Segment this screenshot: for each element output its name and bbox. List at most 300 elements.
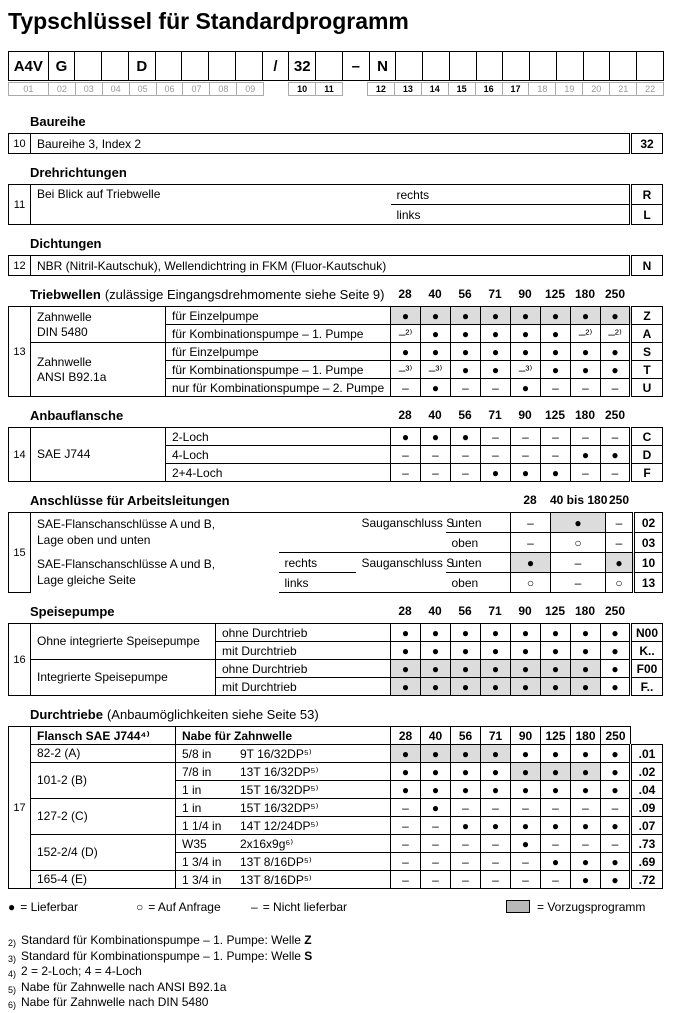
matrix-cell: ● bbox=[511, 464, 541, 482]
matrix-cell: – bbox=[511, 428, 541, 446]
matrix-cell: ● bbox=[421, 642, 451, 660]
section-number: 10 bbox=[9, 134, 31, 154]
filled-dot-icon: ● bbox=[8, 900, 16, 914]
table-row bbox=[9, 134, 663, 154]
matrix-cell: – bbox=[391, 853, 421, 871]
row-code: 13 bbox=[634, 573, 663, 593]
col-header: 250 bbox=[604, 408, 626, 422]
matrix-cell: ● bbox=[541, 464, 571, 482]
legend-label: = Auf Anfrage bbox=[148, 900, 221, 914]
nabe-cell bbox=[176, 817, 391, 835]
triebwellen-table bbox=[8, 306, 663, 397]
matrix-cell: – bbox=[481, 428, 511, 446]
matrix-cell: – bbox=[511, 533, 551, 553]
spline-spec: 2x16x9g⁶⁾ bbox=[240, 836, 294, 851]
matrix-cell: ● bbox=[451, 763, 481, 781]
matrix-cell: ● bbox=[481, 745, 511, 763]
row-code: D bbox=[631, 446, 663, 464]
matrix-cell: – bbox=[451, 799, 481, 817]
group-label bbox=[31, 343, 166, 397]
code-position-number: 12 bbox=[367, 82, 395, 96]
matrix-cell: – bbox=[541, 379, 571, 397]
row-label: ohne Durchtrieb bbox=[216, 624, 391, 642]
table-row bbox=[9, 799, 663, 817]
code-box bbox=[155, 51, 183, 81]
legend-item-vorzugsprogramm bbox=[506, 900, 645, 914]
table-row bbox=[9, 185, 663, 205]
footnote-text: Standard für Kombinationspumpe – 1. Pumpe: Welle bbox=[21, 948, 305, 963]
col-header: 71 bbox=[481, 727, 511, 745]
nabe-cell bbox=[176, 799, 391, 817]
matrix-cell: ● bbox=[601, 307, 631, 325]
col-header: 125 bbox=[544, 287, 566, 301]
matrix-cell: – bbox=[391, 379, 421, 397]
code-position-number: 08 bbox=[209, 82, 237, 96]
matrix-cell: ● bbox=[541, 361, 571, 379]
section-note: (zulässige Eingangsdrehmomente siehe Seite 9) bbox=[104, 287, 385, 302]
matrix-cell: – bbox=[606, 513, 634, 533]
matrix-cell: ● bbox=[511, 781, 541, 799]
code-box bbox=[235, 51, 263, 81]
row-code: .73 bbox=[631, 835, 663, 853]
group-label bbox=[31, 624, 216, 660]
matrix-cell: –³⁾ bbox=[511, 361, 541, 379]
side-label: rechts bbox=[279, 553, 356, 573]
row-label: 2-Loch bbox=[166, 428, 391, 446]
row-code: N00 bbox=[631, 624, 663, 642]
footnote-line bbox=[8, 980, 670, 996]
spline-spec: 15T 16/32DP⁵⁾ bbox=[240, 800, 319, 815]
row-code: L bbox=[631, 205, 663, 225]
matrix-cell: – bbox=[541, 428, 571, 446]
matrix-cell: – bbox=[571, 464, 601, 482]
matrix-cell: ● bbox=[511, 624, 541, 642]
footnote-marker: 3) bbox=[8, 953, 17, 964]
section-title: Triebwellen bbox=[30, 287, 101, 302]
group-label-line: ANSI B92.1a bbox=[37, 369, 107, 384]
row-code: 32 bbox=[631, 134, 663, 154]
section-number: 11 bbox=[9, 185, 31, 225]
matrix-cell: ● bbox=[541, 817, 571, 835]
matrix-cell: – bbox=[571, 379, 601, 397]
group-label bbox=[31, 660, 216, 696]
matrix-cell: ● bbox=[601, 871, 631, 889]
matrix-cell: ● bbox=[421, 660, 451, 678]
header-spacer bbox=[631, 727, 663, 745]
side-label bbox=[279, 533, 356, 553]
matrix-cell: ● bbox=[541, 745, 571, 763]
table-row bbox=[9, 745, 663, 763]
row-code: F.. bbox=[631, 678, 663, 696]
position-label: unten bbox=[446, 553, 511, 573]
matrix-cell: ● bbox=[541, 343, 571, 361]
section-title: Drehrichtungen bbox=[30, 165, 127, 180]
table-row bbox=[9, 256, 663, 276]
footnote-text: Nabe für Zahnwelle nach ANSI B92.1a bbox=[21, 979, 227, 994]
matrix-cell: ● bbox=[511, 307, 541, 325]
matrix-cell: ● bbox=[551, 513, 606, 533]
col-header: 250 bbox=[604, 287, 626, 301]
matrix-cell: ● bbox=[541, 678, 571, 696]
col-header: 180 bbox=[574, 604, 596, 618]
matrix-cell: – bbox=[481, 835, 511, 853]
matrix-cell: ● bbox=[391, 781, 421, 799]
code-position-number: 09 bbox=[236, 82, 264, 96]
code-box bbox=[449, 51, 477, 81]
row-label: 4-Loch bbox=[166, 446, 391, 464]
matrix-cell: ○ bbox=[606, 573, 634, 593]
footnote-marker: 5) bbox=[8, 984, 17, 995]
matrix-cell: ● bbox=[541, 853, 571, 871]
matrix-cell: –³⁾ bbox=[391, 361, 421, 379]
code-position-number: 19 bbox=[555, 82, 583, 96]
matrix-cell: ● bbox=[511, 325, 541, 343]
code-position-number: 01 bbox=[8, 82, 49, 96]
group-label-line: DIN 5480 bbox=[37, 324, 88, 339]
hub-size: 1 3/4 in bbox=[182, 872, 222, 887]
matrix-cell: – bbox=[391, 446, 421, 464]
footnote-text: Standard für Kombinationspumpe – 1. Pumpe: Welle bbox=[21, 933, 305, 947]
section-heading bbox=[8, 408, 662, 424]
matrix-cell: ● bbox=[451, 325, 481, 343]
row-code: C bbox=[631, 428, 663, 446]
legend bbox=[8, 900, 670, 917]
col-header: 180 bbox=[571, 727, 601, 745]
matrix-cell: ● bbox=[421, 379, 451, 397]
side-label: links bbox=[279, 573, 356, 593]
row-label: rechts bbox=[391, 185, 631, 205]
spline-spec: 15T 16/32DP⁵⁾ bbox=[240, 782, 319, 797]
row-code: .72 bbox=[631, 871, 663, 889]
row-code: R bbox=[631, 185, 663, 205]
matrix-cell: ● bbox=[511, 343, 541, 361]
code-box bbox=[502, 51, 530, 81]
group-label-line: Lage gleiche Seite bbox=[37, 572, 136, 587]
hub-size: 1 in bbox=[182, 782, 202, 797]
matrix-cell: – bbox=[541, 871, 571, 889]
matrix-cell: ○ bbox=[511, 573, 551, 593]
section-number: 17 bbox=[9, 727, 31, 889]
code-box bbox=[636, 51, 664, 81]
legend-item-nicht-lieferbar bbox=[251, 900, 347, 914]
legend-label: = Lieferbar bbox=[20, 900, 78, 914]
matrix-cell: – bbox=[391, 871, 421, 889]
row-label: NBR (Nitril-Kautschuk), Wellendichtring in FKM (Fluor-Kautschuk) bbox=[31, 256, 631, 276]
footnotes bbox=[8, 933, 670, 1011]
section-triebwellen bbox=[8, 287, 662, 397]
col-header: 125 bbox=[541, 727, 571, 745]
matrix-cell: – bbox=[571, 428, 601, 446]
matrix-cell: ● bbox=[481, 763, 511, 781]
row-code: A bbox=[631, 325, 663, 343]
matrix-cell: ● bbox=[391, 660, 421, 678]
hub-size: 1 in bbox=[182, 800, 202, 815]
position-label: oben bbox=[446, 573, 511, 593]
matrix-cell: – bbox=[551, 553, 606, 573]
matrix-cell: ● bbox=[391, 307, 421, 325]
hub-size: 7/8 in bbox=[182, 764, 212, 779]
row-code: .07 bbox=[631, 817, 663, 835]
matrix-cell: ○ bbox=[551, 533, 606, 553]
col-header: 40 bbox=[421, 727, 451, 745]
legend-label: = Vorzugsprogramm bbox=[537, 900, 646, 914]
anbauflansche-table bbox=[8, 427, 663, 482]
matrix-cell: ● bbox=[601, 642, 631, 660]
section-number: 12 bbox=[9, 256, 31, 276]
matrix-cell: ● bbox=[511, 745, 541, 763]
matrix-cell: ● bbox=[571, 624, 601, 642]
matrix-cell: – bbox=[571, 835, 601, 853]
matrix-cell: – bbox=[421, 817, 451, 835]
row-code: T bbox=[631, 361, 663, 379]
code-position-number bbox=[263, 82, 289, 96]
row-label: mit Durchtrieb bbox=[216, 642, 391, 660]
matrix-cell: ● bbox=[571, 745, 601, 763]
table-header-row bbox=[9, 727, 663, 745]
col-header: 28 bbox=[398, 604, 412, 618]
code-box: D bbox=[128, 51, 156, 81]
matrix-cell: –²⁾ bbox=[601, 325, 631, 343]
code-position-number: 15 bbox=[448, 82, 476, 96]
nabe-cell bbox=[176, 871, 391, 889]
matrix-cell: ● bbox=[511, 642, 541, 660]
section-speisepumpe bbox=[8, 604, 662, 696]
spline-spec: 13T 8/16DP⁵⁾ bbox=[240, 854, 312, 869]
matrix-cell: – bbox=[601, 379, 631, 397]
code-position-number: 14 bbox=[421, 82, 449, 96]
matrix-cell: ● bbox=[481, 361, 511, 379]
matrix-cell: ● bbox=[391, 763, 421, 781]
matrix-cell: ● bbox=[451, 817, 481, 835]
matrix-cell: – bbox=[451, 446, 481, 464]
code-box bbox=[476, 51, 504, 81]
matrix-cell: ● bbox=[511, 379, 541, 397]
matrix-cell: ● bbox=[391, 678, 421, 696]
matrix-cell: ● bbox=[391, 428, 421, 446]
group-label bbox=[31, 513, 279, 553]
code-position-number: 16 bbox=[475, 82, 503, 96]
matrix-cell: ● bbox=[541, 763, 571, 781]
matrix-cell: ● bbox=[571, 871, 601, 889]
saug-label bbox=[356, 533, 446, 553]
section-anbauflansche bbox=[8, 408, 662, 482]
code-position-number: 21 bbox=[609, 82, 637, 96]
matrix-cell: ● bbox=[571, 361, 601, 379]
section-dichtungen bbox=[8, 236, 662, 276]
position-label: unten bbox=[446, 513, 511, 533]
group-label-line: Integrierte Speisepumpe bbox=[37, 670, 168, 684]
matrix-cell: – bbox=[421, 446, 451, 464]
matrix-cell: ● bbox=[511, 660, 541, 678]
row-label: für Kombinationspumpe – 1. Pumpe bbox=[166, 361, 391, 379]
col-header: 90 bbox=[518, 287, 532, 301]
matrix-cell: ● bbox=[451, 678, 481, 696]
footnote-bold: Z bbox=[304, 933, 312, 947]
matrix-cell: ● bbox=[451, 307, 481, 325]
matrix-cell: ● bbox=[481, 642, 511, 660]
code-position-number: 18 bbox=[528, 82, 556, 96]
page-title: Typschlüssel für Standardprogramm bbox=[8, 8, 409, 34]
col-header: 40 bbox=[428, 408, 442, 422]
footnote-line bbox=[8, 964, 670, 980]
matrix-cell: – bbox=[511, 853, 541, 871]
col-header: 40 bis 180 bbox=[550, 493, 608, 507]
row-label: für Kombinationspumpe – 1. Pumpe bbox=[166, 325, 391, 343]
code-box: – bbox=[342, 51, 370, 81]
hub-size: 1 1/4 in bbox=[182, 818, 222, 833]
code-position-number: 20 bbox=[582, 82, 610, 96]
group-label: 82-2 (A) bbox=[31, 745, 176, 763]
group-label-line: Lage oben und unten bbox=[37, 532, 151, 547]
group-label-line: Ohne integrierte Speisepumpe bbox=[37, 634, 200, 648]
matrix-cell: –³⁾ bbox=[421, 361, 451, 379]
spline-spec: 13T 8/16DP⁵⁾ bbox=[240, 872, 312, 887]
matrix-cell: ● bbox=[601, 446, 631, 464]
col-header: 125 bbox=[544, 408, 566, 422]
section-number: 15 bbox=[9, 513, 31, 593]
table-row bbox=[9, 307, 663, 325]
saug-label bbox=[356, 573, 446, 593]
group-label-line: SAE-Flanschanschlüsse A und B, bbox=[37, 517, 216, 532]
code-position-number: 06 bbox=[156, 82, 184, 96]
group-label-line: Zahnwelle bbox=[37, 354, 92, 369]
group-label: 101-2 (B) bbox=[31, 763, 176, 799]
matrix-cell: ● bbox=[601, 781, 631, 799]
group-label: 152-2/4 (D) bbox=[31, 835, 176, 871]
section-note: (Anbaumöglichkeiten siehe Seite 53) bbox=[106, 707, 319, 722]
matrix-cell: ● bbox=[601, 624, 631, 642]
spline-spec: 14T 12/24DP⁵⁾ bbox=[240, 818, 319, 833]
section-anschluesse bbox=[8, 493, 662, 593]
row-code: U bbox=[631, 379, 663, 397]
matrix-cell: ● bbox=[541, 660, 571, 678]
matrix-cell: – bbox=[481, 871, 511, 889]
col-header: 40 bbox=[428, 287, 442, 301]
row-label: ohne Durchtrieb bbox=[216, 660, 391, 678]
matrix-cell: – bbox=[391, 799, 421, 817]
row-label: nur für Kombinationspumpe – 2. Pumpe bbox=[166, 379, 391, 397]
type-code-strip bbox=[8, 51, 664, 96]
code-box bbox=[556, 51, 584, 81]
col-header: 90 bbox=[518, 604, 532, 618]
speisepumpe-table bbox=[8, 623, 663, 696]
group-label-line: SAE J744 bbox=[37, 447, 91, 461]
footnote-marker: 2) bbox=[8, 938, 17, 948]
anschluesse-table bbox=[8, 512, 663, 593]
matrix-cell: ● bbox=[421, 325, 451, 343]
row-code: 02 bbox=[634, 513, 663, 533]
matrix-cell: – bbox=[391, 835, 421, 853]
footnote-text: Nabe für Zahnwelle nach DIN 5480 bbox=[21, 995, 209, 1009]
row-code: .69 bbox=[631, 853, 663, 871]
section-drehrichtungen bbox=[8, 165, 662, 225]
saug-label: Sauganschluss S bbox=[356, 513, 446, 533]
matrix-cell: – bbox=[606, 533, 634, 553]
matrix-cell: ● bbox=[481, 678, 511, 696]
matrix-cell: ● bbox=[451, 660, 481, 678]
section-heading bbox=[8, 165, 662, 181]
nabe-header: Nabe für Zahnwelle bbox=[176, 727, 391, 745]
row-label: für Einzelpumpe bbox=[166, 343, 391, 361]
nabe-cell bbox=[176, 835, 391, 853]
table-row bbox=[9, 513, 663, 533]
code-box: A4V bbox=[8, 51, 49, 81]
col-header: 250 bbox=[604, 604, 626, 618]
hub-size: 1 3/4 in bbox=[182, 854, 222, 869]
matrix-cell: ● bbox=[601, 678, 631, 696]
group-label: Bei Blick auf Triebwelle bbox=[31, 185, 391, 225]
matrix-cell: – bbox=[541, 799, 571, 817]
matrix-cell: ● bbox=[511, 835, 541, 853]
code-position-number: 04 bbox=[102, 82, 130, 96]
matrix-cell: ● bbox=[511, 678, 541, 696]
row-label: mit Durchtrieb bbox=[216, 678, 391, 696]
hub-size: 5/8 in bbox=[182, 746, 212, 761]
footnote-line bbox=[8, 949, 670, 965]
col-header: 180 bbox=[574, 287, 596, 301]
matrix-cell: ● bbox=[541, 624, 571, 642]
code-box bbox=[583, 51, 611, 81]
matrix-cell: ● bbox=[541, 781, 571, 799]
section-durchtriebe bbox=[8, 707, 662, 889]
col-header: 28 bbox=[523, 493, 537, 507]
code-box: 32 bbox=[288, 51, 316, 81]
matrix-cell: ● bbox=[571, 853, 601, 871]
row-label: für Einzelpumpe bbox=[166, 307, 391, 325]
code-box bbox=[395, 51, 423, 81]
row-code: K.. bbox=[631, 642, 663, 660]
row-code: N bbox=[631, 256, 663, 276]
col-header: 56 bbox=[451, 727, 481, 745]
table-row bbox=[9, 343, 663, 361]
matrix-cell: – bbox=[421, 871, 451, 889]
row-code: .09 bbox=[631, 799, 663, 817]
row-code: .02 bbox=[631, 763, 663, 781]
col-header: 125 bbox=[544, 604, 566, 618]
matrix-cell: ● bbox=[421, 343, 451, 361]
side-label bbox=[279, 513, 356, 533]
type-code-position-numbers bbox=[8, 82, 664, 96]
matrix-cell: ● bbox=[481, 660, 511, 678]
matrix-cell: ● bbox=[571, 678, 601, 696]
matrix-cell: – bbox=[601, 835, 631, 853]
matrix-cell: ● bbox=[421, 624, 451, 642]
nabe-cell bbox=[176, 781, 391, 799]
legend-item-lieferbar bbox=[8, 900, 78, 914]
durchtriebe-table bbox=[8, 726, 663, 889]
matrix-cell: ● bbox=[481, 343, 511, 361]
code-position-number bbox=[342, 82, 368, 96]
nabe-cell bbox=[176, 745, 391, 763]
position-label: oben bbox=[446, 533, 511, 553]
col-header: 71 bbox=[488, 604, 502, 618]
matrix-cell: – bbox=[481, 379, 511, 397]
matrix-cell: ● bbox=[606, 553, 634, 573]
dash-icon: – bbox=[251, 900, 258, 914]
matrix-cell: – bbox=[481, 799, 511, 817]
matrix-cell: ● bbox=[421, 763, 451, 781]
matrix-cell: ● bbox=[481, 325, 511, 343]
col-header: 90 bbox=[518, 408, 532, 422]
col-header: 90 bbox=[511, 727, 541, 745]
col-header: 28 bbox=[391, 727, 421, 745]
spline-spec: 13T 16/32DP⁵⁾ bbox=[240, 764, 319, 779]
matrix-cell: – bbox=[571, 799, 601, 817]
section-number: 16 bbox=[9, 624, 31, 696]
col-header: 71 bbox=[488, 408, 502, 422]
section-heading bbox=[8, 114, 662, 130]
matrix-cell: ● bbox=[451, 343, 481, 361]
